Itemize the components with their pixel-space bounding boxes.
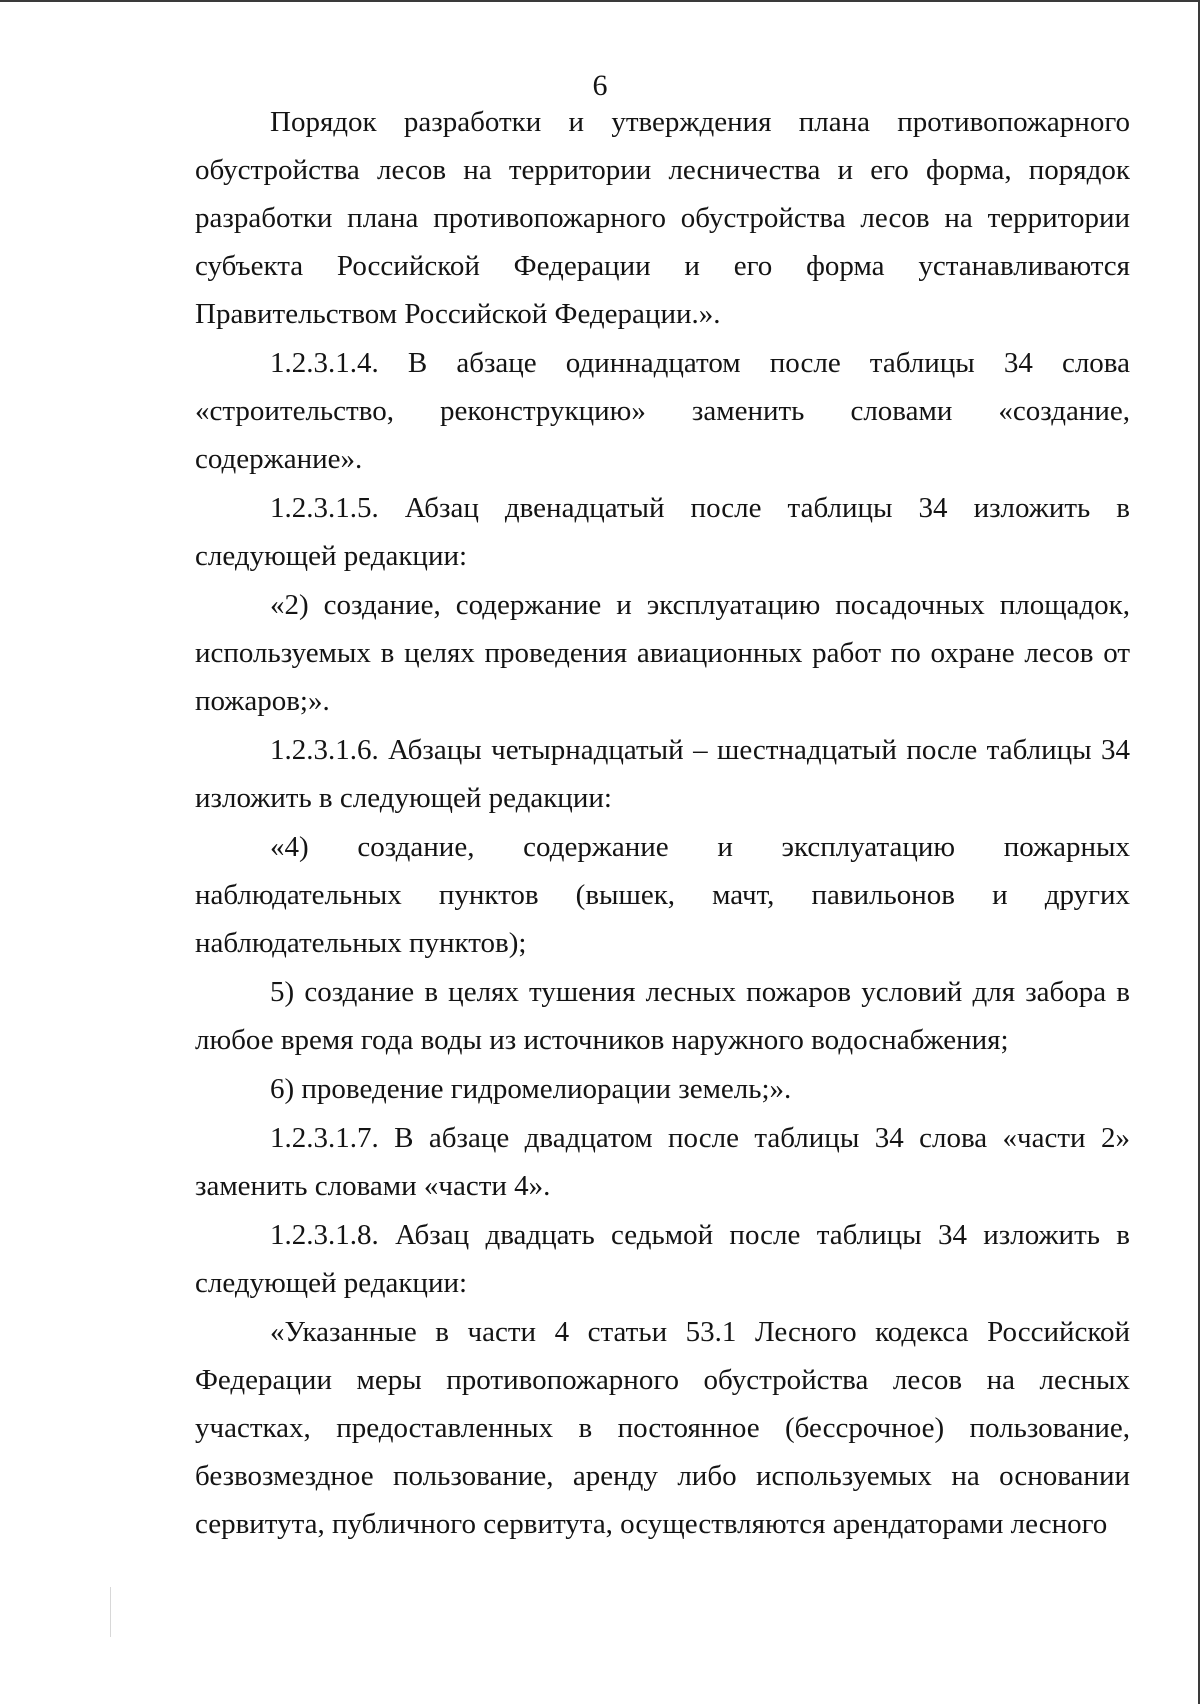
paragraph: «Указанные в части 4 статьи 53.1 Лесного кодекса Российской Федерации меры противопожарного обустройства лесов на лесных участках, предоставленных в постоянное (бессрочное) пользование, безвозмездное пользование, аренду либо используемых на основании сервитута, публичного сервитута, осуществляются арендаторами лесного [195,1316,1130,1540]
paragraph: 1.2.3.1.4. В абзаце одиннадцатом после таблицы 34 слова «строительство, реконструкцию» заменить словами «создание, содержание». [195,347,1130,475]
page-number: 6 [592,69,608,102]
paragraph: Порядок разработки и утверждения плана противопожарного обустройства лесов на территории лесничества и его форма, порядок разработки плана противопожарного обустройства лесов на территории субъекта Российской Федерации и его форма устанавливаются Правительством Российской Федерации.». [195,106,1130,330]
paragraph: 5) создание в целях тушения лесных пожаров условий для забора в любое время года воды из источников наружного водоснабжения; [195,976,1130,1056]
paragraph: 1.2.3.1.6. Абзацы четырнадцатый – шестнадцатый после таблицы 34 изложить в следующей редакции: [195,734,1130,814]
paragraph: «4) создание, содержание и эксплуатацию пожарных наблюдательных пунктов (вышек, мачт, павильонов и других наблюдательных пунктов); [195,831,1130,959]
paragraph: 1.2.3.1.7. В абзаце двадцатом после таблицы 34 слова «части 2» заменить словами «части 4». [195,1122,1130,1202]
paragraph: «2) создание, содержание и эксплуатацию посадочных площадок, используемых в целях проведения авиационных работ по охране лесов от пожаров;». [195,589,1130,717]
scan-artifact-line [110,1587,111,1637]
paragraph: 6) проведение гидромелиорации земель;». [270,1073,792,1105]
paragraph: 1.2.3.1.8. Абзац двадцать седьмой после таблицы 34 изложить в следующей редакции: [195,1219,1130,1299]
paragraph: 1.2.3.1.5. Абзац двенадцатый после таблицы 34 изложить в следующей редакции: [195,492,1130,572]
document-body [195,98,1130,1548]
